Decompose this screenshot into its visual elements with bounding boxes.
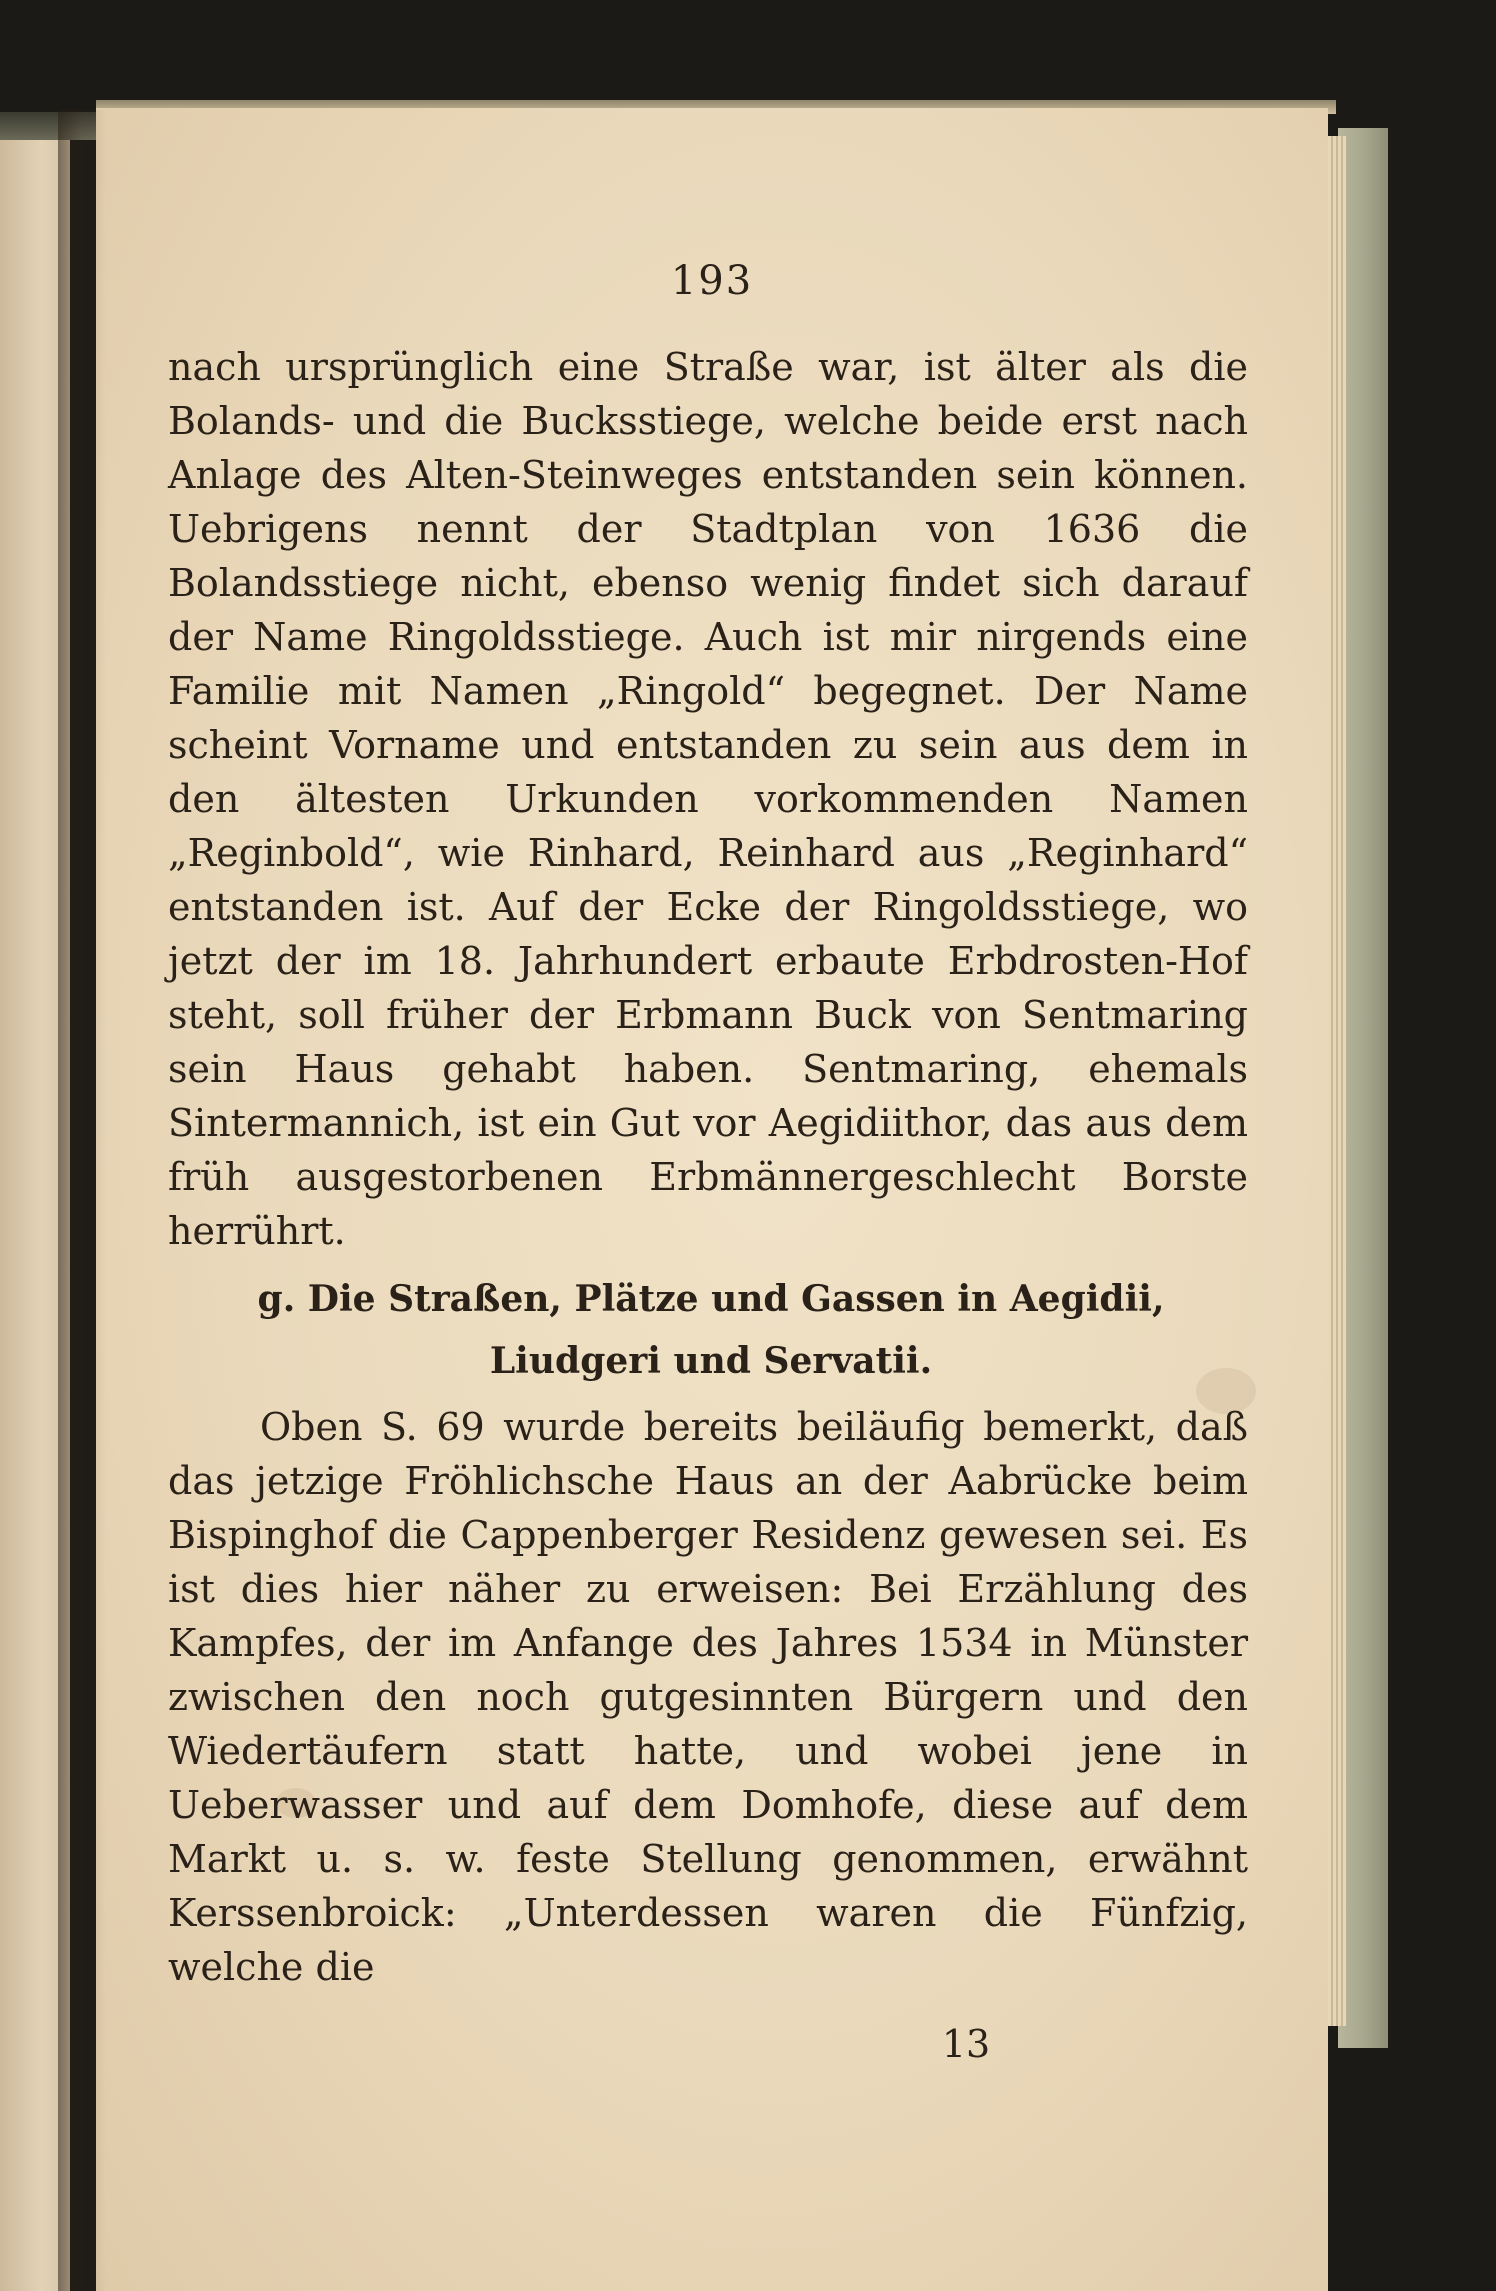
paragraph-2: [168, 1400, 1248, 1994]
section-heading: [156, 1268, 1266, 1392]
page-number: 193: [670, 258, 754, 304]
heading-line-2: Liudgeri und Servatii.: [489, 1340, 933, 1382]
gutter-shadow: [58, 110, 106, 2291]
paragraph-1: nach ursprünglich eine Straße war, ist älter als die Bolands- und die Bucksstiege, welche beide erst nach Anlage des Alten-Steinweges entstanden sein können. Uebrigens nennt der Stadtplan von 1636 die Bolandsstiege nicht, ebenso wenig findet sich darauf der Name Ringoldsstiege. Auch ist mir nirgends eine Familie mit Namen „Ringold“ begegnet. Der Name scheint Vorname und entstanden zu sein aus dem in den ältesten Urkunden vorkommenden Namen „Reginbold“, wie Rinhard, Reinhard aus „Reginhard“ entstanden ist. Auf der Ecke der Ringoldsstiege, wo jetzt der im 18. Jahrhundert erbaute Erbdrosten-Hof steht, soll früher der Erbmann Buck von Sentmaring sein Haus gehabt haben. Sentmaring, ehemals Sintermannich, ist ein Gut vor Aegidiithor, das aus dem früh ausgestorbenen Erbmännergeschlecht Borste herrührt.: [168, 345, 1248, 1253]
signature-mark: 13: [941, 2022, 991, 2066]
paragraph-2-text: Oben S. 69 wurde bereits beiläufig bemerkt, daß das jetzige Fröhlichsche Haus an der Aabrücke beim Bispinghof die Cappenberger Residenz gewesen sei. Es ist dies hier näher zu erweisen: Bei Erzählung des Kampfes, der im Anfange des Jahres 1534 in Münster zwischen den noch gutgesinnten Bürgern und den Wiedertäufern statt hatte, und wobei jene in Ueberwasser und auf dem Domhofe, diese auf dem Markt u. s. w. feste Stellung genommen, erwähnt Kerssenbroick: „Unterdessen waren die Fünfzig, welche die: [168, 1405, 1248, 1989]
book-page: [96, 108, 1328, 2291]
heading-line-1: g. Die Straßen, Plätze und Gassen in Aegidii,: [257, 1278, 1165, 1320]
